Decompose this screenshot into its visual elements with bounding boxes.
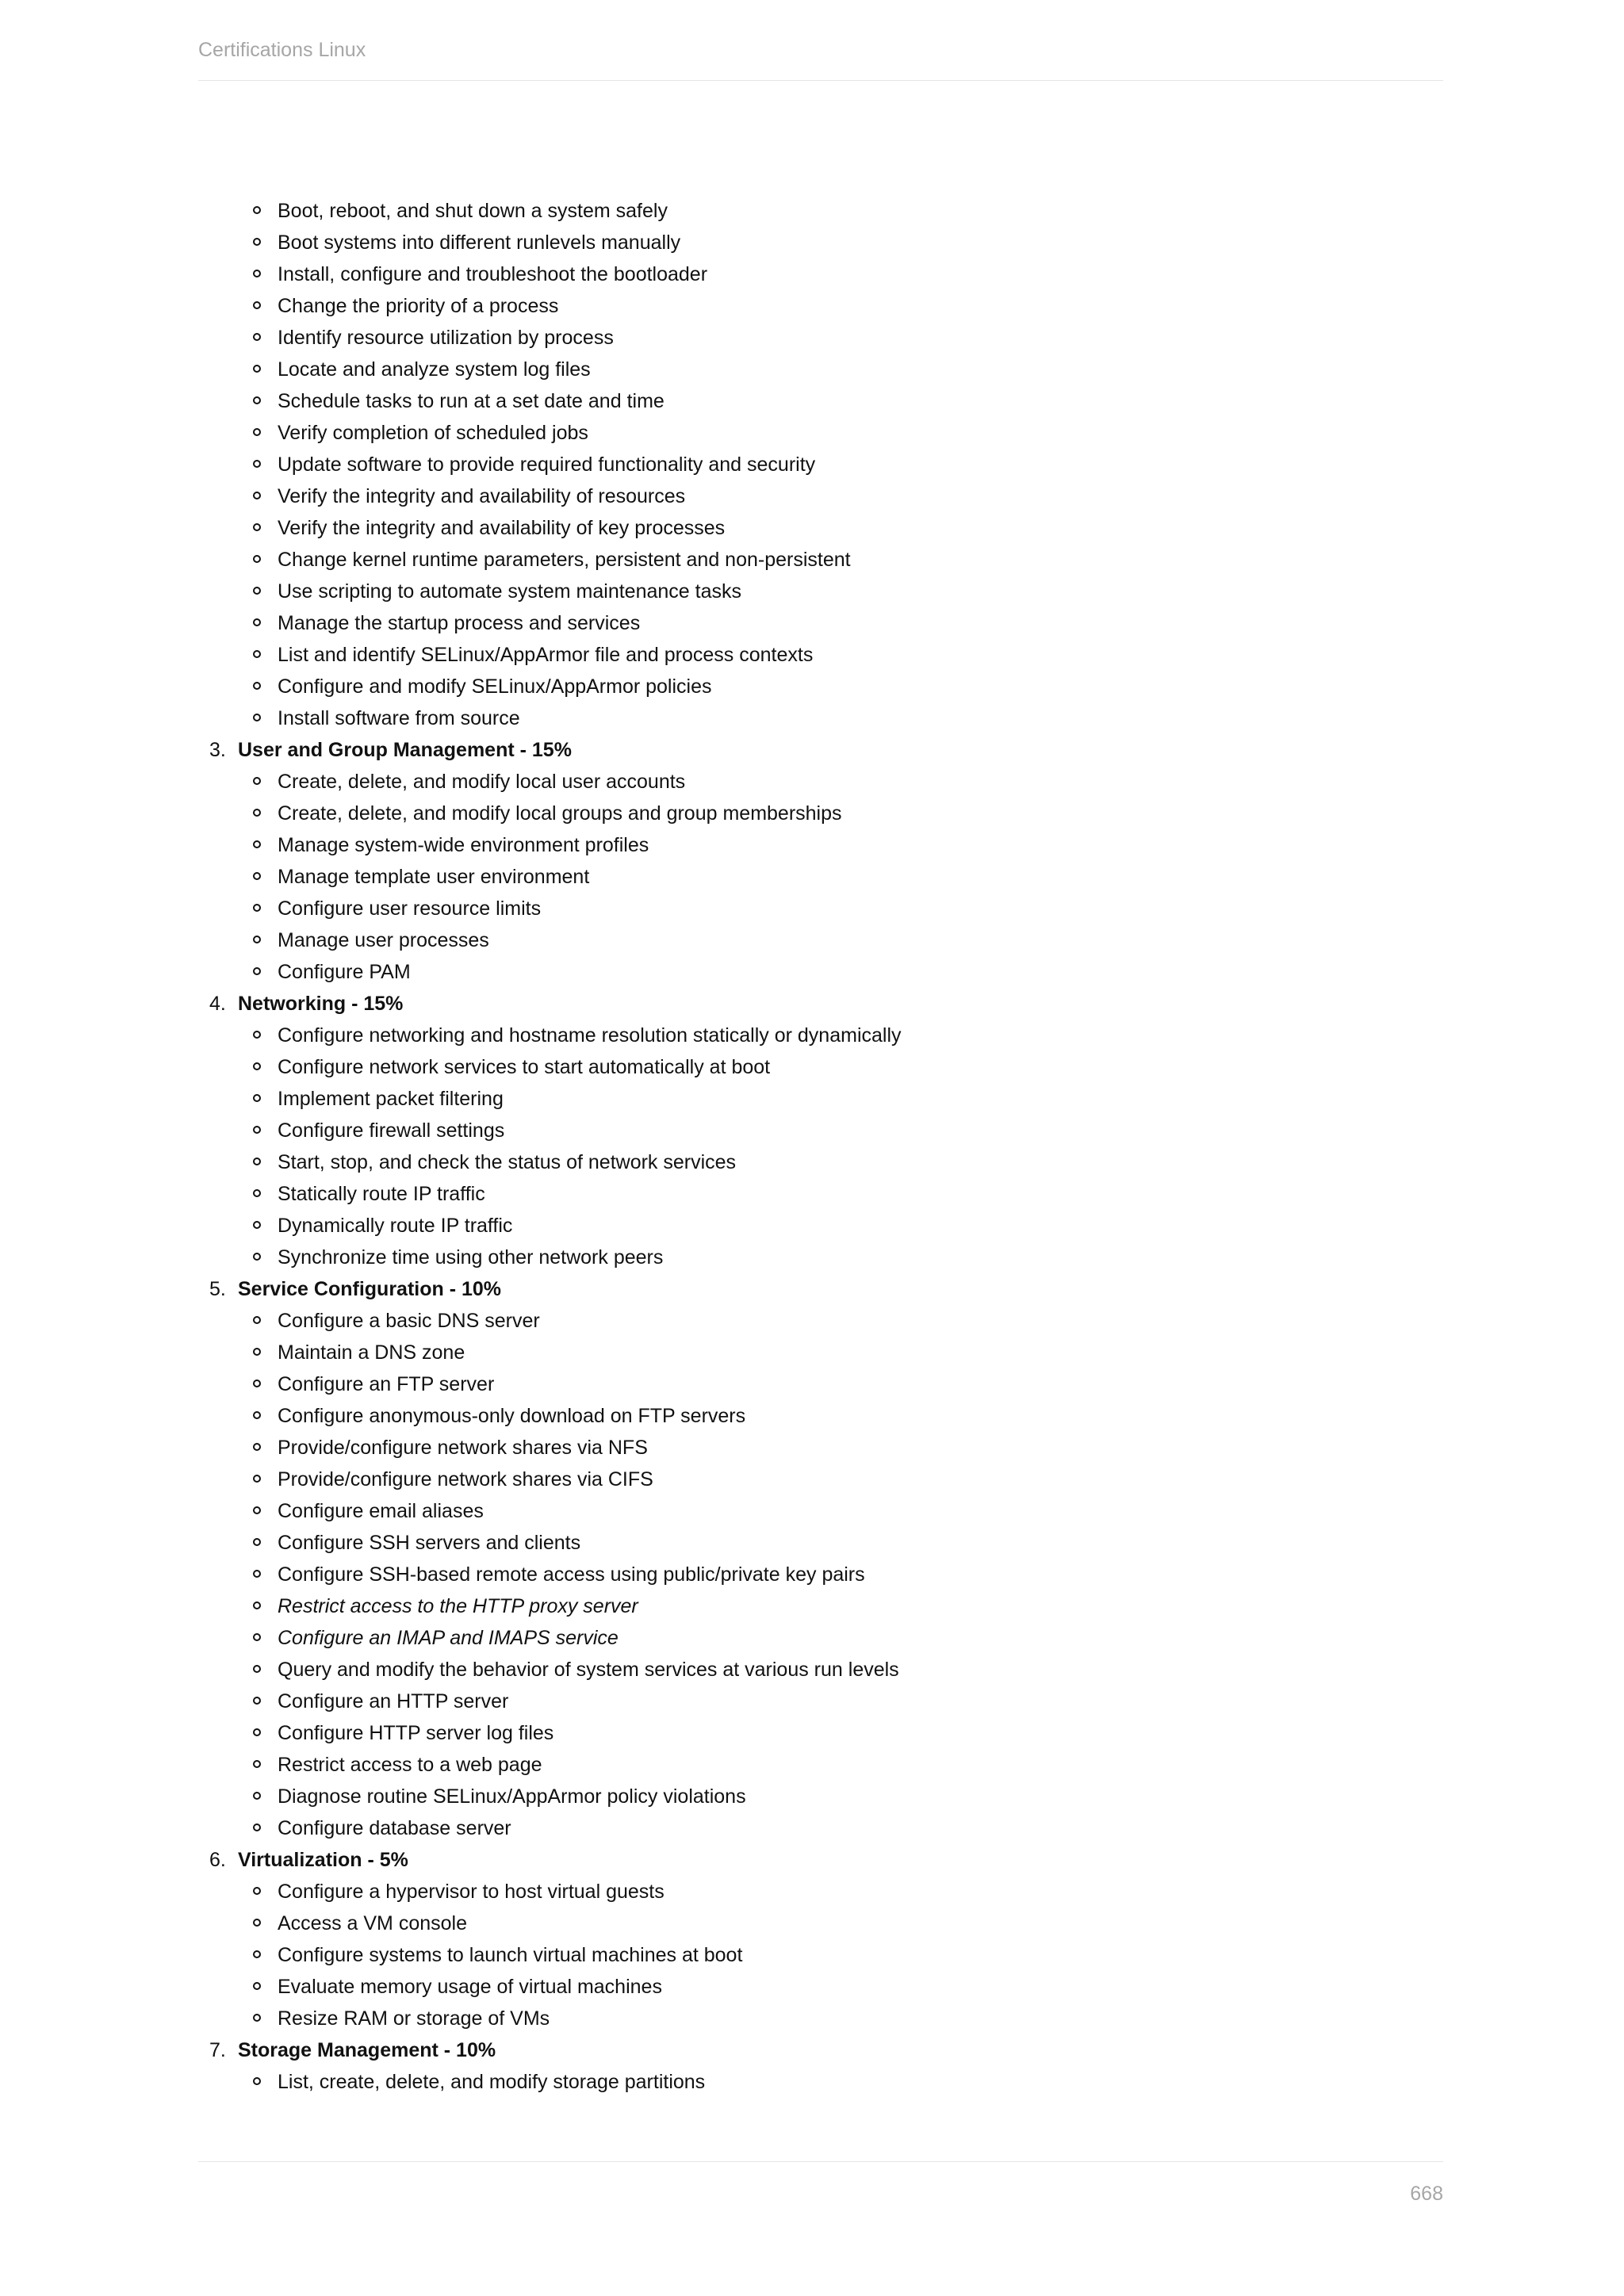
list-item-text: Verify the integrity and availability of resources xyxy=(278,485,686,507)
hollow-bullet-icon xyxy=(253,555,261,563)
list-item xyxy=(198,385,1443,417)
list-item xyxy=(198,1400,1443,1432)
list-item xyxy=(198,1051,1443,1083)
hollow-bullet-icon xyxy=(253,1697,261,1705)
list-item-text: List and identify SELinux/AppArmor file and process contexts xyxy=(278,644,814,666)
list-item-text: Manage the startup process and services xyxy=(278,612,641,634)
list-item xyxy=(198,1083,1443,1115)
section xyxy=(198,734,1443,988)
hollow-bullet-icon xyxy=(253,1443,261,1451)
hollow-bullet-icon xyxy=(253,967,261,975)
list-item xyxy=(198,1876,1443,1908)
page-footer xyxy=(198,2161,1443,2205)
hollow-bullet-icon xyxy=(253,1380,261,1387)
page-header xyxy=(198,38,1443,81)
objectives-content xyxy=(198,195,1443,2098)
list-item-text: Configure anonymous-only download on FTP servers xyxy=(278,1405,746,1427)
list-item-text: Locate and analyze system log files xyxy=(278,358,591,381)
section-number: 5. xyxy=(209,1278,226,1300)
section-number: 6. xyxy=(209,1849,226,1871)
list-item-text: Manage template user environment xyxy=(278,866,590,888)
section-number: 4. xyxy=(209,993,226,1015)
intro-objectives-list xyxy=(198,195,1443,734)
hollow-bullet-icon xyxy=(253,1253,261,1261)
hollow-bullet-icon xyxy=(253,1506,261,1514)
list-item-text: Query and modify the behavior of system services at various run levels xyxy=(278,1659,899,1681)
list-item-text: Restrict access to the HTTP proxy server xyxy=(278,1595,638,1617)
list-item-text: Manage system-wide environment profiles xyxy=(278,834,649,856)
list-item-text: Configure and modify SELinux/AppArmor policies xyxy=(278,675,712,698)
list-item-text: Configure database server xyxy=(278,1817,511,1839)
list-item-text: Diagnose routine SELinux/AppArmor policy violations xyxy=(278,1785,746,1808)
hollow-bullet-icon xyxy=(253,2077,261,2085)
list-item xyxy=(198,1115,1443,1146)
list-item-text: Evaluate memory usage of virtual machines xyxy=(278,1976,662,1998)
list-item xyxy=(198,1717,1443,1749)
hollow-bullet-icon xyxy=(253,270,261,277)
list-item-text: Change kernel runtime parameters, persistent and non-persistent xyxy=(278,549,851,571)
hollow-bullet-icon xyxy=(253,1728,261,1736)
list-item-text: Configure an FTP server xyxy=(278,1373,495,1395)
hollow-bullet-icon xyxy=(253,492,261,499)
list-item xyxy=(198,2066,1443,2098)
hollow-bullet-icon xyxy=(253,872,261,880)
list-item-text: Restrict access to a web page xyxy=(278,1754,542,1776)
hollow-bullet-icon xyxy=(253,809,261,817)
section xyxy=(198,1844,1443,2034)
list-item xyxy=(198,1622,1443,1654)
hollow-bullet-icon xyxy=(253,1062,261,1070)
list-item xyxy=(198,1432,1443,1464)
list-item-text: Configure SSH servers and clients xyxy=(278,1532,581,1554)
list-item-text: Install, configure and troubleshoot the bootloader xyxy=(278,263,708,285)
hollow-bullet-icon xyxy=(253,1094,261,1102)
hollow-bullet-icon xyxy=(253,1126,261,1134)
hollow-bullet-icon xyxy=(253,936,261,943)
section-title: Service Configuration - 10% xyxy=(238,1278,502,1300)
list-item xyxy=(198,290,1443,322)
list-item xyxy=(198,607,1443,639)
hollow-bullet-icon xyxy=(253,714,261,721)
list-item-text: Create, delete, and modify local groups and group memberships xyxy=(278,802,842,825)
hollow-bullet-icon xyxy=(253,365,261,373)
hollow-bullet-icon xyxy=(253,2014,261,2022)
list-item xyxy=(198,1495,1443,1527)
section xyxy=(198,988,1443,1273)
hollow-bullet-icon xyxy=(253,428,261,436)
document-title: Certifications Linux xyxy=(198,39,366,61)
list-item xyxy=(198,1368,1443,1400)
list-item-text: Configure an HTTP server xyxy=(278,1690,509,1712)
list-item xyxy=(198,1559,1443,1590)
section-items xyxy=(198,1305,1443,1844)
hollow-bullet-icon xyxy=(253,840,261,848)
hollow-bullet-icon xyxy=(253,1158,261,1165)
list-item-text: Statically route IP traffic xyxy=(278,1183,485,1205)
list-item-text: Configure HTTP server log files xyxy=(278,1722,554,1744)
section-heading xyxy=(198,1844,1443,1876)
list-item-text: Verify completion of scheduled jobs xyxy=(278,422,588,444)
list-item-text: Configure email aliases xyxy=(278,1500,484,1522)
list-item-text: Configure a basic DNS server xyxy=(278,1310,540,1332)
list-item-text: Configure network services to start automatically at boot xyxy=(278,1056,771,1078)
hollow-bullet-icon xyxy=(253,301,261,309)
list-item xyxy=(198,766,1443,798)
list-item xyxy=(198,1146,1443,1178)
hollow-bullet-icon xyxy=(253,1633,261,1641)
hollow-bullet-icon xyxy=(253,587,261,595)
list-item-text: Maintain a DNS zone xyxy=(278,1341,465,1364)
list-item xyxy=(198,480,1443,512)
list-item xyxy=(198,1749,1443,1781)
list-item-text: Install software from source xyxy=(278,707,520,729)
list-item xyxy=(198,829,1443,861)
list-item-text: Configure firewall settings xyxy=(278,1119,505,1142)
list-item-text: Dynamically route IP traffic xyxy=(278,1215,513,1237)
list-item-text: Create, delete, and modify local user accounts xyxy=(278,771,686,793)
list-item xyxy=(198,417,1443,449)
list-item xyxy=(198,227,1443,258)
section-items xyxy=(198,2066,1443,2098)
hollow-bullet-icon xyxy=(253,1760,261,1768)
list-item xyxy=(198,1654,1443,1686)
list-item-text: Verify the integrity and availability of key processes xyxy=(278,517,726,539)
list-item xyxy=(198,1464,1443,1495)
list-item-text: Manage user processes xyxy=(278,929,489,951)
hollow-bullet-icon xyxy=(253,1189,261,1197)
list-item xyxy=(198,798,1443,829)
list-item xyxy=(198,1781,1443,1812)
list-item-text: Update software to provide required functionality and security xyxy=(278,453,816,476)
list-item xyxy=(198,322,1443,354)
section-heading xyxy=(198,1273,1443,1305)
list-item xyxy=(198,1178,1443,1210)
list-item xyxy=(198,924,1443,956)
hollow-bullet-icon xyxy=(253,1570,261,1578)
list-item-text: Schedule tasks to run at a set date and time xyxy=(278,390,665,412)
sections-list xyxy=(198,734,1443,2098)
page-number: 668 xyxy=(1410,2183,1443,2205)
section xyxy=(198,2034,1443,2098)
list-item xyxy=(198,1242,1443,1273)
list-item xyxy=(198,861,1443,893)
list-item-text: Use scripting to automate system maintenance tasks xyxy=(278,580,741,603)
hollow-bullet-icon xyxy=(253,1919,261,1927)
hollow-bullet-icon xyxy=(253,1411,261,1419)
hollow-bullet-icon xyxy=(253,1475,261,1483)
list-item-text: Provide/configure network shares via NFS xyxy=(278,1437,648,1459)
list-item xyxy=(198,1812,1443,1844)
hollow-bullet-icon xyxy=(253,238,261,246)
list-item-text: Access a VM console xyxy=(278,1912,467,1934)
hollow-bullet-icon xyxy=(253,1823,261,1831)
list-item xyxy=(198,2003,1443,2034)
list-item-text: Synchronize time using other network peers xyxy=(278,1246,664,1269)
list-item xyxy=(198,354,1443,385)
list-item xyxy=(198,1020,1443,1051)
hollow-bullet-icon xyxy=(253,396,261,404)
list-item-text: Configure systems to launch virtual machines at boot xyxy=(278,1944,743,1966)
list-item xyxy=(198,671,1443,702)
section-heading xyxy=(198,988,1443,1020)
section-number: 3. xyxy=(209,739,226,761)
list-item xyxy=(198,1305,1443,1337)
list-item xyxy=(198,512,1443,544)
list-item xyxy=(198,1686,1443,1717)
list-item xyxy=(198,576,1443,607)
hollow-bullet-icon xyxy=(253,682,261,690)
section-items xyxy=(198,1020,1443,1273)
list-item xyxy=(198,1337,1443,1368)
list-item xyxy=(198,639,1443,671)
list-item-text: Resize RAM or storage of VMs xyxy=(278,2007,550,2030)
list-item-text: Boot, reboot, and shut down a system safely xyxy=(278,200,668,222)
hollow-bullet-icon xyxy=(253,1316,261,1324)
list-item xyxy=(198,258,1443,290)
hollow-bullet-icon xyxy=(253,1538,261,1546)
list-item xyxy=(198,1939,1443,1971)
section-items xyxy=(198,1876,1443,2034)
list-item-text: List, create, delete, and modify storage partitions xyxy=(278,2071,706,2093)
hollow-bullet-icon xyxy=(253,1221,261,1229)
list-item xyxy=(198,1590,1443,1622)
section-title: Storage Management - 10% xyxy=(238,2039,496,2061)
hollow-bullet-icon xyxy=(253,1887,261,1895)
hollow-bullet-icon xyxy=(253,523,261,531)
list-item xyxy=(198,195,1443,227)
hollow-bullet-icon xyxy=(253,1348,261,1356)
section-title: Networking - 15% xyxy=(238,993,404,1015)
list-item xyxy=(198,893,1443,924)
hollow-bullet-icon xyxy=(253,650,261,658)
hollow-bullet-icon xyxy=(253,1031,261,1039)
hollow-bullet-icon xyxy=(253,904,261,912)
list-item-text: Configure PAM xyxy=(278,961,411,983)
list-item-text: Configure user resource limits xyxy=(278,897,542,920)
hollow-bullet-icon xyxy=(253,777,261,785)
section-title: User and Group Management - 15% xyxy=(238,739,572,761)
list-item xyxy=(198,1210,1443,1242)
list-item xyxy=(198,1971,1443,2003)
list-item-text: Configure an IMAP and IMAPS service xyxy=(278,1627,619,1649)
list-item-text: Start, stop, and check the status of network services xyxy=(278,1151,737,1173)
hollow-bullet-icon xyxy=(253,1950,261,1958)
list-item xyxy=(198,1527,1443,1559)
hollow-bullet-icon xyxy=(253,1792,261,1800)
list-item-text: Boot systems into different runlevels manually xyxy=(278,232,681,254)
hollow-bullet-icon xyxy=(253,333,261,341)
hollow-bullet-icon xyxy=(253,1665,261,1673)
list-item-text: Configure SSH-based remote access using public/private key pairs xyxy=(278,1563,865,1586)
hollow-bullet-icon xyxy=(253,460,261,468)
hollow-bullet-icon xyxy=(253,206,261,214)
list-item-text: Identify resource utilization by process xyxy=(278,327,614,349)
list-item-text: Configure a hypervisor to host virtual guests xyxy=(278,1881,665,1903)
list-item xyxy=(198,544,1443,576)
section-heading xyxy=(198,2034,1443,2066)
list-item xyxy=(198,702,1443,734)
list-item xyxy=(198,956,1443,988)
list-item-text: Implement packet filtering xyxy=(278,1088,504,1110)
list-item xyxy=(198,449,1443,480)
list-item-text: Provide/configure network shares via CIFS xyxy=(278,1468,653,1490)
list-item-text: Configure networking and hostname resolution statically or dynamically xyxy=(278,1024,902,1047)
hollow-bullet-icon xyxy=(253,1982,261,1990)
hollow-bullet-icon xyxy=(253,1601,261,1609)
list-item-text: Change the priority of a process xyxy=(278,295,559,317)
hollow-bullet-icon xyxy=(253,618,261,626)
section-title: Virtualization - 5% xyxy=(238,1849,408,1871)
list-item xyxy=(198,1908,1443,1939)
section-number: 7. xyxy=(209,2039,226,2061)
section-items xyxy=(198,766,1443,988)
section xyxy=(198,1273,1443,1844)
section-heading xyxy=(198,734,1443,766)
